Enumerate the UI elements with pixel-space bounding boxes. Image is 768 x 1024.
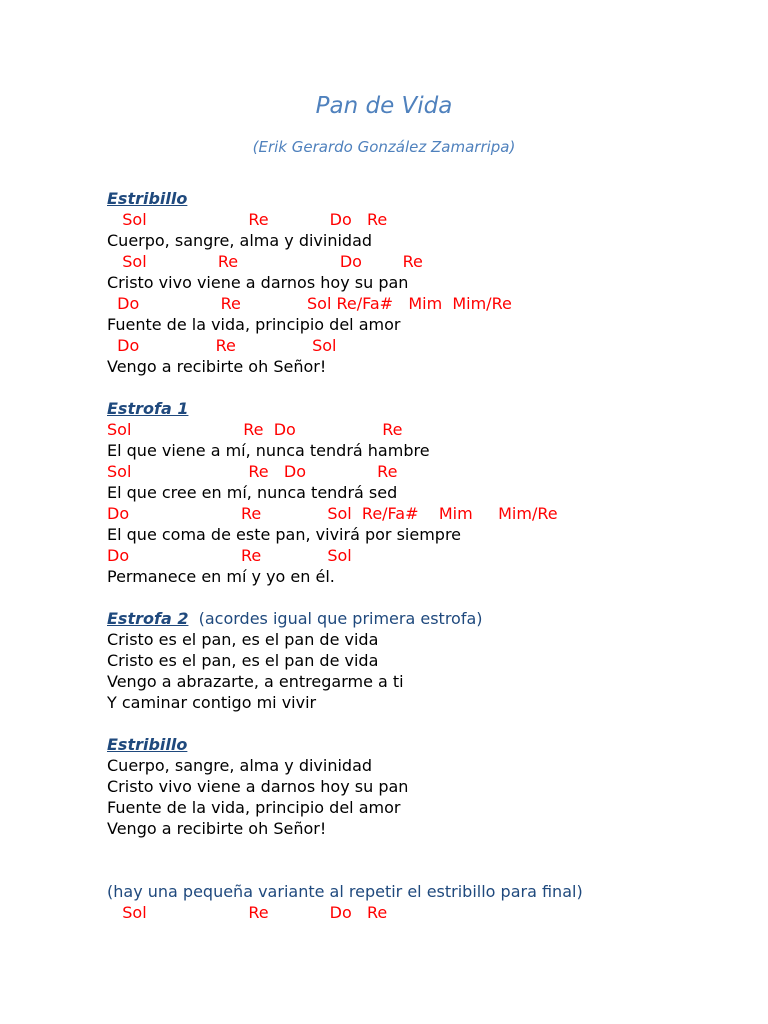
lyric-line: Cristo es el pan, es el pan de vida	[107, 630, 379, 649]
section-note: (acordes igual que primera estrofa)	[188, 609, 483, 628]
section-estrofa-2	[107, 608, 747, 629]
lyric-line: El que viene a mí, nunca tendrá hambre	[107, 441, 430, 460]
chord-line: Do Re Sol Re/Fa# Mim Mim/Re	[107, 294, 512, 313]
chord-line: Sol Re Do Re	[107, 903, 388, 922]
spacer	[107, 839, 747, 881]
song-content	[107, 188, 747, 923]
section-heading: Estribillo	[107, 735, 188, 754]
lyric-line: Vengo a abrazarte, a entregarme a ti	[107, 672, 404, 691]
lyric-line: Cristo vivo viene a darnos hoy su pan	[107, 273, 409, 292]
chord-line: Sol Re Do Re	[107, 252, 423, 271]
final-note-line	[107, 881, 747, 902]
chord-line: Sol Re Do Re	[107, 462, 398, 481]
lyric-line: Cristo vivo viene a darnos hoy su pan	[107, 777, 409, 796]
section-estrofa-1	[107, 398, 747, 419]
spacer	[107, 377, 747, 398]
lyric-line: Fuente de la vida, principio del amor	[107, 798, 401, 817]
lyric-line: Cristo es el pan, es el pan de vida	[107, 651, 379, 670]
section-estribillo	[107, 188, 747, 209]
chord-line: Do Re Sol Re/Fa# Mim Mim/Re	[107, 504, 558, 523]
lyric-line: Vengo a recibirte oh Señor!	[107, 819, 327, 838]
section-heading: Estribillo	[107, 189, 188, 208]
lyric-line: Cuerpo, sangre, alma y divinidad	[107, 231, 373, 250]
lyric-line: Permanece en mí y yo en él.	[107, 567, 335, 586]
spacer	[107, 713, 747, 734]
chord-line: Sol Re Do Re	[107, 420, 403, 439]
song-author: (Erik Gerardo González Zamarripa)	[252, 138, 516, 156]
section-heading: Estrofa 2	[107, 609, 189, 628]
chord-line: Do Re Sol	[107, 546, 352, 565]
chord-line: Do Re Sol	[107, 336, 337, 355]
lyric-line: Cuerpo, sangre, alma y divinidad	[107, 756, 373, 775]
lyric-line: El que cree en mí, nunca tendrá sed	[107, 483, 398, 502]
final-note: (hay una pequeña variante al repetir el estribillo para final)	[107, 882, 583, 901]
chord-line: Sol Re Do Re	[107, 210, 388, 229]
lyric-line: Fuente de la vida, principio del amor	[107, 315, 401, 334]
lyric-line: El que coma de este pan, vivirá por siempre	[107, 525, 462, 544]
spacer	[107, 587, 747, 608]
section-heading: Estrofa 1	[107, 399, 189, 418]
section-estribillo-repeat	[107, 734, 747, 755]
song-title: Pan de Vida	[315, 93, 453, 119]
lyric-line: Y caminar contigo mi vivir	[107, 693, 317, 712]
lyric-line: Vengo a recibirte oh Señor!	[107, 357, 327, 376]
